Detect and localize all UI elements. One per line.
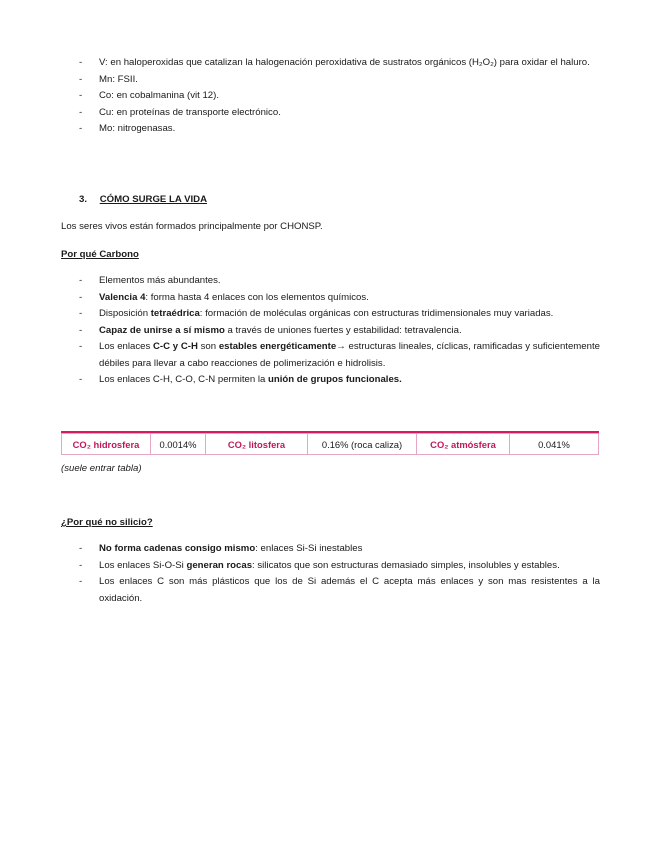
intro-text: Los seres vivos están formados principalmente por CHONSP.: [61, 221, 323, 232]
carbon-list: [79, 273, 600, 389]
co2-litosfera-label: CO₂ litosfera: [206, 434, 308, 455]
list-item: - Los enlaces Si-O-Si generan rocas: silicatos que son estructuras demasiado simples, insolubles y estables.: [79, 559, 560, 571]
co2-atmosfera-value: 0.041%: [510, 434, 599, 455]
list-item: - Los enlaces C-H, C-O, C-N permiten la unión de grupos funcionales.: [79, 374, 402, 385]
list-item: - Mn: FSII.: [79, 73, 138, 85]
list-item: - Co: en cobalmanina (vit 12).: [79, 90, 219, 101]
metals-list: [79, 55, 600, 138]
list-item: - Capaz de unirse a sí mismo a través de uniones fuertes y estabilidad: tetravalencia.: [79, 324, 462, 336]
list-item: - Cu: en proteínas de transporte electrónico.: [79, 106, 281, 118]
silicon-heading: ¿Por qué no silicio?: [61, 517, 153, 528]
list-item: - No forma cadenas consigo mismo: enlaces Si-Si inestables: [79, 543, 363, 554]
section-number: 3.: [79, 194, 88, 205]
list-item: - Los enlaces C son más plásticos que los de Si además el C acepta más enlaces y son mas resistentes a la oxidación.: [79, 576, 600, 604]
carbon-heading: Por qué Carbono: [61, 249, 139, 260]
co2-atmosfera-label: CO₂ atmósfera: [417, 434, 510, 455]
list-item: - V: en haloperoxidas que catalizan la halogenación peroxidativa de sustratos orgánicos (H₂O₂) para oxidar el haluro.: [79, 57, 590, 68]
list-item: - Mo: nitrogenasas.: [79, 123, 176, 134]
co2-litosfera-value: 0.16% (roca caliza): [308, 434, 417, 455]
table-note: (suele entrar tabla): [61, 463, 142, 474]
silicon-list: [79, 541, 600, 607]
section-title: CÓMO SURGE LA VIDA: [99, 194, 207, 205]
list-item: - Elementos más abundantes.: [79, 275, 221, 286]
section-heading: [79, 193, 207, 207]
list-item: - Los enlaces C-C y C-H son estables energéticamente→ estructuras lineales, cíclicas, ramificadas y suficientemente débiles para llevar a cabo reacciones de polimerización e hidrolisis.: [79, 341, 600, 369]
list-item: - Valencia 4: forma hasta 4 enlaces con los elementos químicos.: [79, 291, 369, 303]
co2-hidrosfera-label: CO₂ hidrosfera: [62, 434, 151, 455]
list-item: - Disposición tetraédrica: formación de moléculas orgánicas con estructuras tridimensionales muy variadas.: [79, 308, 554, 319]
co2-hidrosfera-value: 0.0014%: [151, 434, 206, 455]
co2-table: [61, 433, 599, 455]
table-row: [62, 434, 599, 455]
